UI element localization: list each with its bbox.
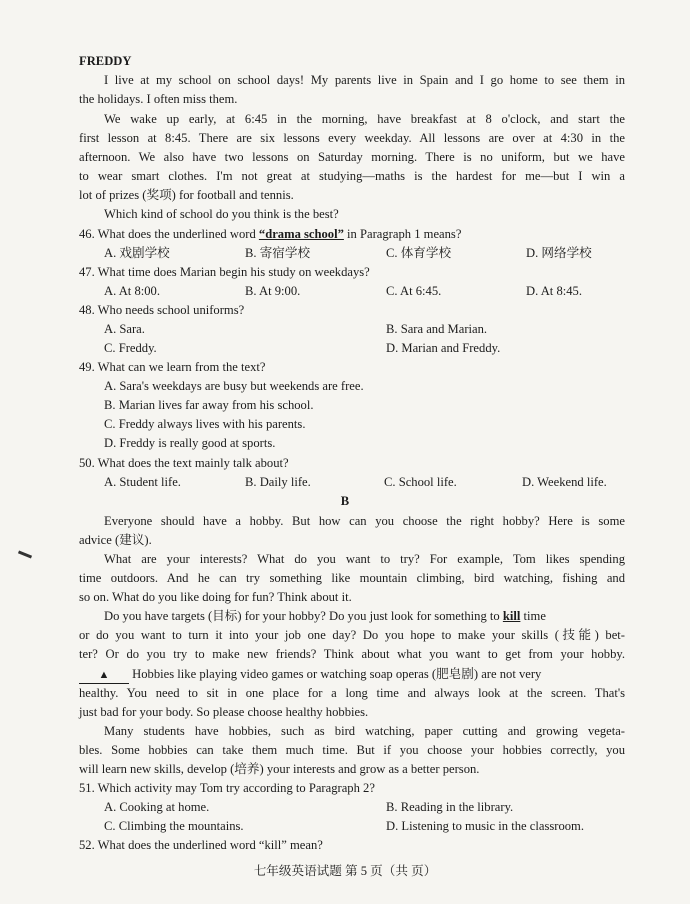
option-b[interactable]: B. 寄宿学校 xyxy=(245,246,311,260)
question-46-stem: 46. What does the underlined word “drama school” in Paragraph 1 means? xyxy=(79,227,462,241)
question-48-stem: 48. Who needs school uniforms? xyxy=(79,303,245,317)
option-c[interactable]: C. School life. xyxy=(384,475,457,489)
passage-line: time outdoors. And he can try something like mountain climbing, bird watching, fishing and xyxy=(79,571,625,585)
option-c[interactable]: C. At 6:45. xyxy=(386,284,442,298)
question-49-stem: 49. What can we learn from the text? xyxy=(79,360,266,374)
passage-line: bles. Some hobbies can take them much time. But if you choose your hobbies correctly, you xyxy=(79,743,625,757)
passage-line: first lesson at 8:45. There are six lessons every weekday. All lessons are over at 4:30 in the xyxy=(79,131,625,145)
option-d[interactable]: D. Marian and Freddy. xyxy=(386,341,501,355)
passage-line: Do you have targets (目标) for your hobby? Do you just look for something to kill time xyxy=(104,609,546,623)
option-d[interactable]: D. Freddy is really good at sports. xyxy=(104,436,276,450)
question-48-options-row1 xyxy=(0,320,690,339)
question-51-options-row1 xyxy=(0,798,690,817)
passage-line: so on. What do you like doing for fun? Think about it. xyxy=(79,590,352,604)
option-a[interactable]: A. 戏剧学校 xyxy=(104,246,170,260)
passage-line: healthy. You need to sit in one place for a long time and always look at the screen. That's xyxy=(79,686,625,700)
passage-line: will learn new skills, develop (培养) your interests and grow as a better person. xyxy=(79,762,480,776)
page-footer: 七年级英语试题 第 5 页（共 页） xyxy=(253,864,437,878)
question-47-stem: 47. What time does Marian begin his study on weekdays? xyxy=(79,265,370,279)
passage-line: just bad for your body. So please choose healthy hobbies. xyxy=(79,705,369,719)
question-46-options xyxy=(0,244,690,263)
question-51-options-row2 xyxy=(0,817,690,836)
option-c[interactable]: C. Climbing the mountains. xyxy=(104,819,244,833)
option-b[interactable]: B. Sara and Marian. xyxy=(386,322,488,336)
option-d[interactable]: D. 网络学校 xyxy=(526,246,592,260)
question-51-stem: 51. Which activity may Tom try according to Paragraph 2? xyxy=(79,781,375,795)
question-47-options xyxy=(0,282,690,301)
option-c[interactable]: C. Freddy. xyxy=(104,341,157,355)
underlined-word-kill: kill xyxy=(502,609,521,623)
passage-line: or do you want to turn it into your job one day? Do you hope to make your skills (技能) bet- xyxy=(79,628,625,642)
section-b-label: B xyxy=(340,494,350,508)
passage-line: Which kind of school do you think is the best? xyxy=(104,207,339,221)
option-a[interactable]: A. Cooking at home. xyxy=(104,800,210,814)
option-d[interactable]: D. At 8:45. xyxy=(526,284,582,298)
option-a[interactable]: A. Sara's weekdays are busy but weekends are free. xyxy=(104,379,364,393)
passage-title: FREDDY xyxy=(79,54,132,68)
passage-line: ter? Or do you try to make new friends? Think about what you want to get from your hobby. xyxy=(79,647,625,661)
question-48-options-row2 xyxy=(0,339,690,358)
passage-line: We wake up early, at 6:45 in the morning, have breakfast at 8 o'clock, and start the xyxy=(104,112,625,126)
passage-line: to wear smart clothes. I'm not great at studying—maths is the hardest for me—but I win a xyxy=(79,169,625,183)
passage-line: the holidays. I often miss them. xyxy=(79,92,238,106)
blank-marker: ▲ xyxy=(79,668,129,684)
option-c[interactable]: C. Freddy always lives with his parents. xyxy=(104,417,306,431)
option-b[interactable]: B. At 9:00. xyxy=(245,284,301,298)
passage-line: lot of prizes (奖项) for football and tennis. xyxy=(79,188,294,202)
option-c[interactable]: C. 体育学校 xyxy=(386,246,452,260)
option-d[interactable]: D. Weekend life. xyxy=(522,475,607,489)
question-52-stem: 52. What does the underlined word “kill” mean? xyxy=(79,838,323,852)
passage-line: ▲ Hobbies like playing video games or watching soap operas (肥皂剧) are not very xyxy=(79,665,625,684)
question-50-options xyxy=(0,473,690,492)
passage-line: What are your interests? What do you want to try? For example, Tom likes spending xyxy=(104,552,625,566)
option-d[interactable]: D. Listening to music in the classroom. xyxy=(386,819,584,833)
passage-line: advice (建议). xyxy=(79,533,152,547)
option-b[interactable]: B. Reading in the library. xyxy=(386,800,514,814)
option-a[interactable]: A. At 8:00. xyxy=(104,284,160,298)
option-a[interactable]: A. Student life. xyxy=(104,475,181,489)
passage-line: Everyone should have a hobby. But how can you choose the right hobby? Here is some xyxy=(104,514,625,528)
pen-mark xyxy=(18,550,32,558)
option-b[interactable]: B. Marian lives far away from his school. xyxy=(104,398,314,412)
option-b[interactable]: B. Daily life. xyxy=(245,475,311,489)
passage-line: Many students have hobbies, such as bird watching, paper cutting and growing vegeta- xyxy=(104,724,625,738)
question-50-stem: 50. What does the text mainly talk about? xyxy=(79,456,289,470)
passage-line: I live at my school on school days! My parents live in Spain and I go home to see them in xyxy=(104,73,625,87)
passage-line: afternoon. We also have two lessons on Saturday morning. There is no uniform, but we have xyxy=(79,150,625,164)
option-a[interactable]: A. Sara. xyxy=(104,322,145,336)
